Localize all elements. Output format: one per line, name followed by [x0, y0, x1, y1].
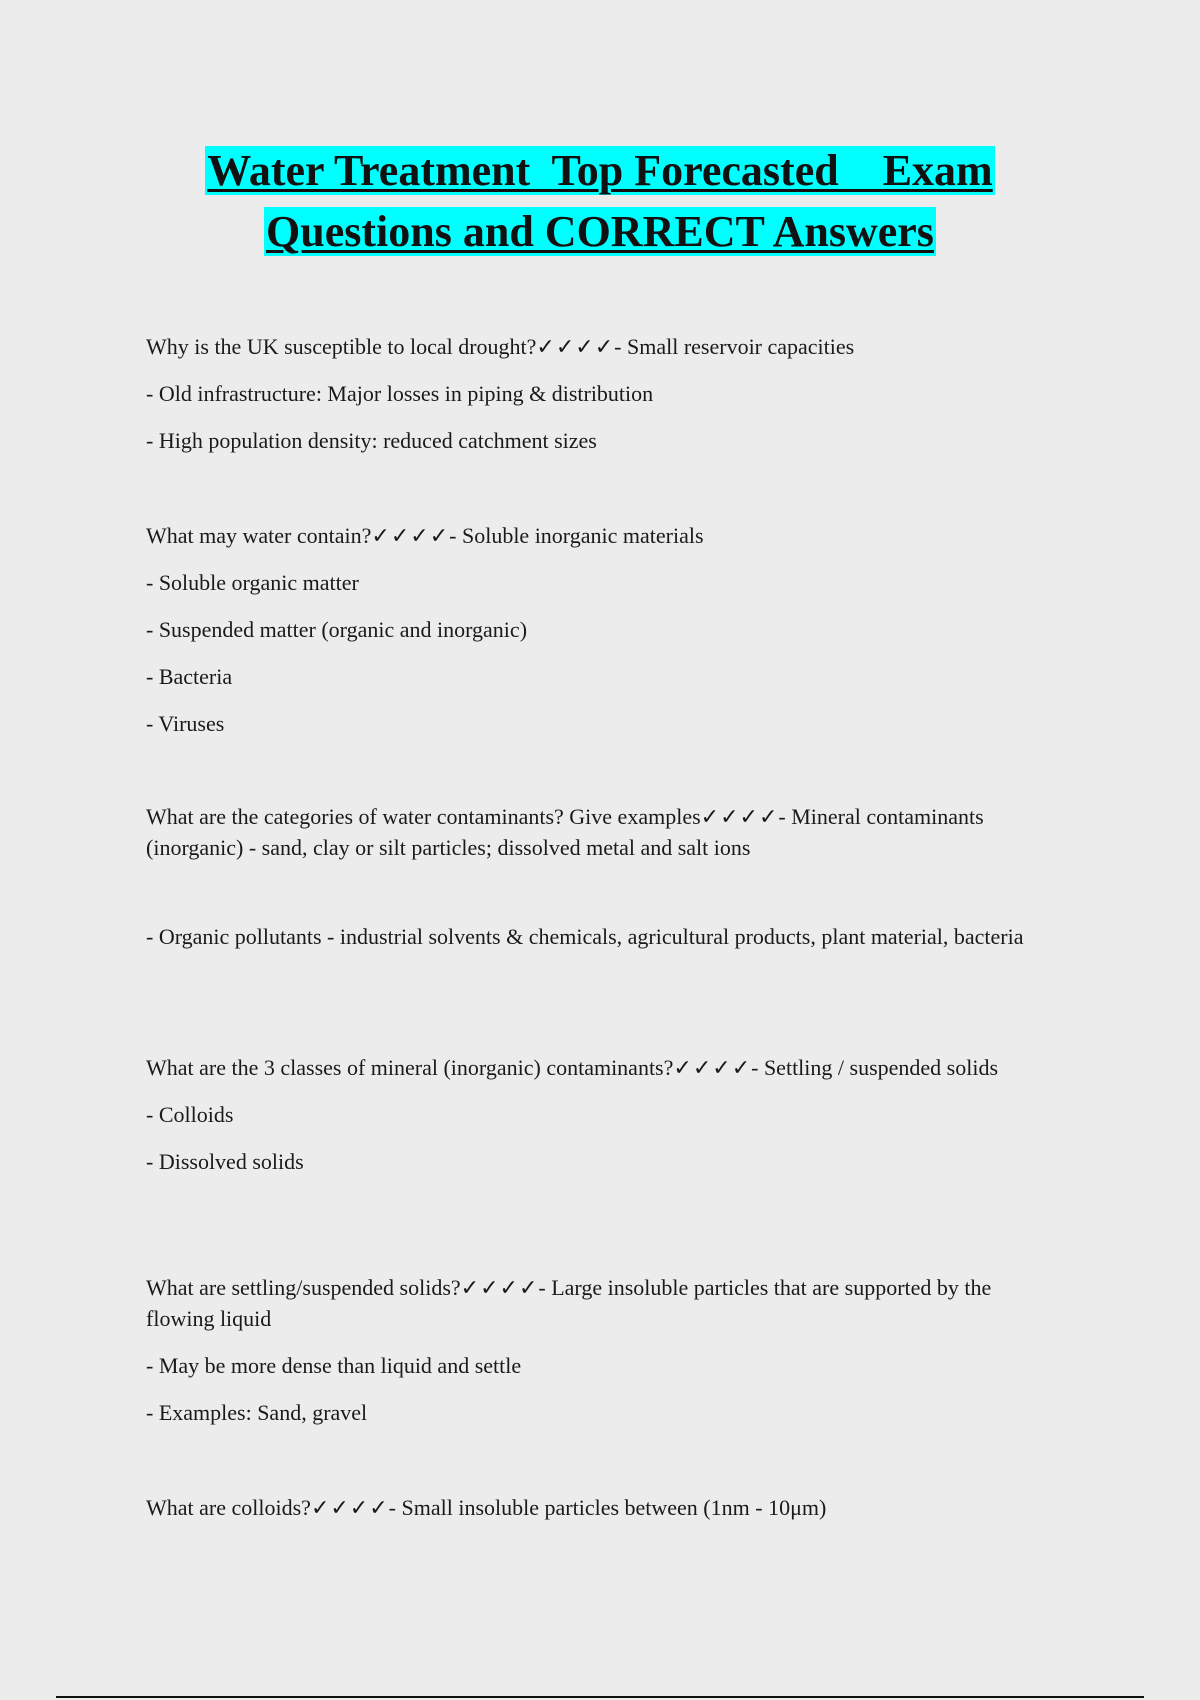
question-line	[146, 331, 1046, 362]
checkmarks-icon: ✓✓✓✓	[673, 1055, 752, 1080]
answer-line: - High population density: reduced catchment sizes	[146, 428, 597, 453]
question-line	[146, 1492, 1046, 1523]
answer-text: - Large insoluble particles that are supported by the flowing liquid	[146, 1275, 992, 1331]
question-line	[146, 520, 1046, 551]
answer-line: - Viruses	[146, 711, 225, 736]
title-line-1: Water Treatment Top Forecasted Exam	[207, 146, 993, 195]
answer-line: - Soluble organic matter	[146, 570, 359, 595]
answer-paragraph: - Organic pollutants - industrial solvents & chemicals, agricultural products, plant material, bacteria	[146, 924, 1024, 949]
question-text: What are the categories of water contaminants? Give examples	[146, 804, 701, 829]
title-line-2: Questions and CORRECT Answers	[266, 207, 934, 256]
checkmarks-icon: ✓✓✓✓	[700, 804, 779, 829]
answer-text: - Settling / suspended solids	[751, 1055, 999, 1080]
answer-text: - Soluble inorganic materials	[449, 523, 704, 548]
qa-item-colloids	[146, 1492, 1046, 1523]
answer-line: - Bacteria	[146, 664, 233, 689]
answer-text: - Mineral contaminants (inorganic) - sand, clay or silt particles; dissolved metal and salt ions	[146, 804, 984, 860]
footer-divider	[56, 1696, 1144, 1698]
checkmarks-icon: ✓✓✓✓	[310, 1495, 389, 1520]
question-text: What are colloids?	[146, 1495, 311, 1520]
answer-line: - May be more dense than liquid and settle	[146, 1353, 522, 1378]
qa-item-uk-drought	[146, 331, 1046, 456]
question-text: What are the 3 classes of mineral (inorganic) contaminants?	[146, 1055, 674, 1080]
question-text: What may water contain?	[146, 523, 372, 548]
qa-item-mineral-classes	[146, 1052, 1046, 1177]
page-title	[0, 140, 1200, 262]
answer-text: - Small insoluble particles between (1nm - 10μm)	[388, 1495, 827, 1520]
answer-line: - Suspended matter (organic and inorganic)	[146, 617, 528, 642]
question-line	[146, 1052, 1046, 1083]
answer-line: - Dissolved solids	[146, 1149, 304, 1174]
question-text: Why is the UK susceptible to local drought?	[146, 334, 537, 359]
question-line	[146, 801, 1046, 863]
answer-text: - Small reservoir capacities	[614, 334, 855, 359]
qa-item-water-contents	[146, 520, 1046, 739]
answer-line: - Colloids	[146, 1102, 234, 1127]
qa-item-suspended-solids	[146, 1272, 1046, 1428]
answer-line: - Old infrastructure: Major losses in piping & distribution	[146, 381, 654, 406]
checkmarks-icon: ✓✓✓✓	[460, 1275, 539, 1300]
qa-item-contaminant-categories	[146, 801, 1046, 952]
answer-line: - Examples: Sand, gravel	[146, 1400, 368, 1425]
checkmarks-icon: ✓✓✓✓	[371, 523, 450, 548]
question-text: What are settling/suspended solids?	[146, 1275, 461, 1300]
checkmarks-icon: ✓✓✓✓	[536, 334, 615, 359]
question-line	[146, 1272, 1046, 1334]
